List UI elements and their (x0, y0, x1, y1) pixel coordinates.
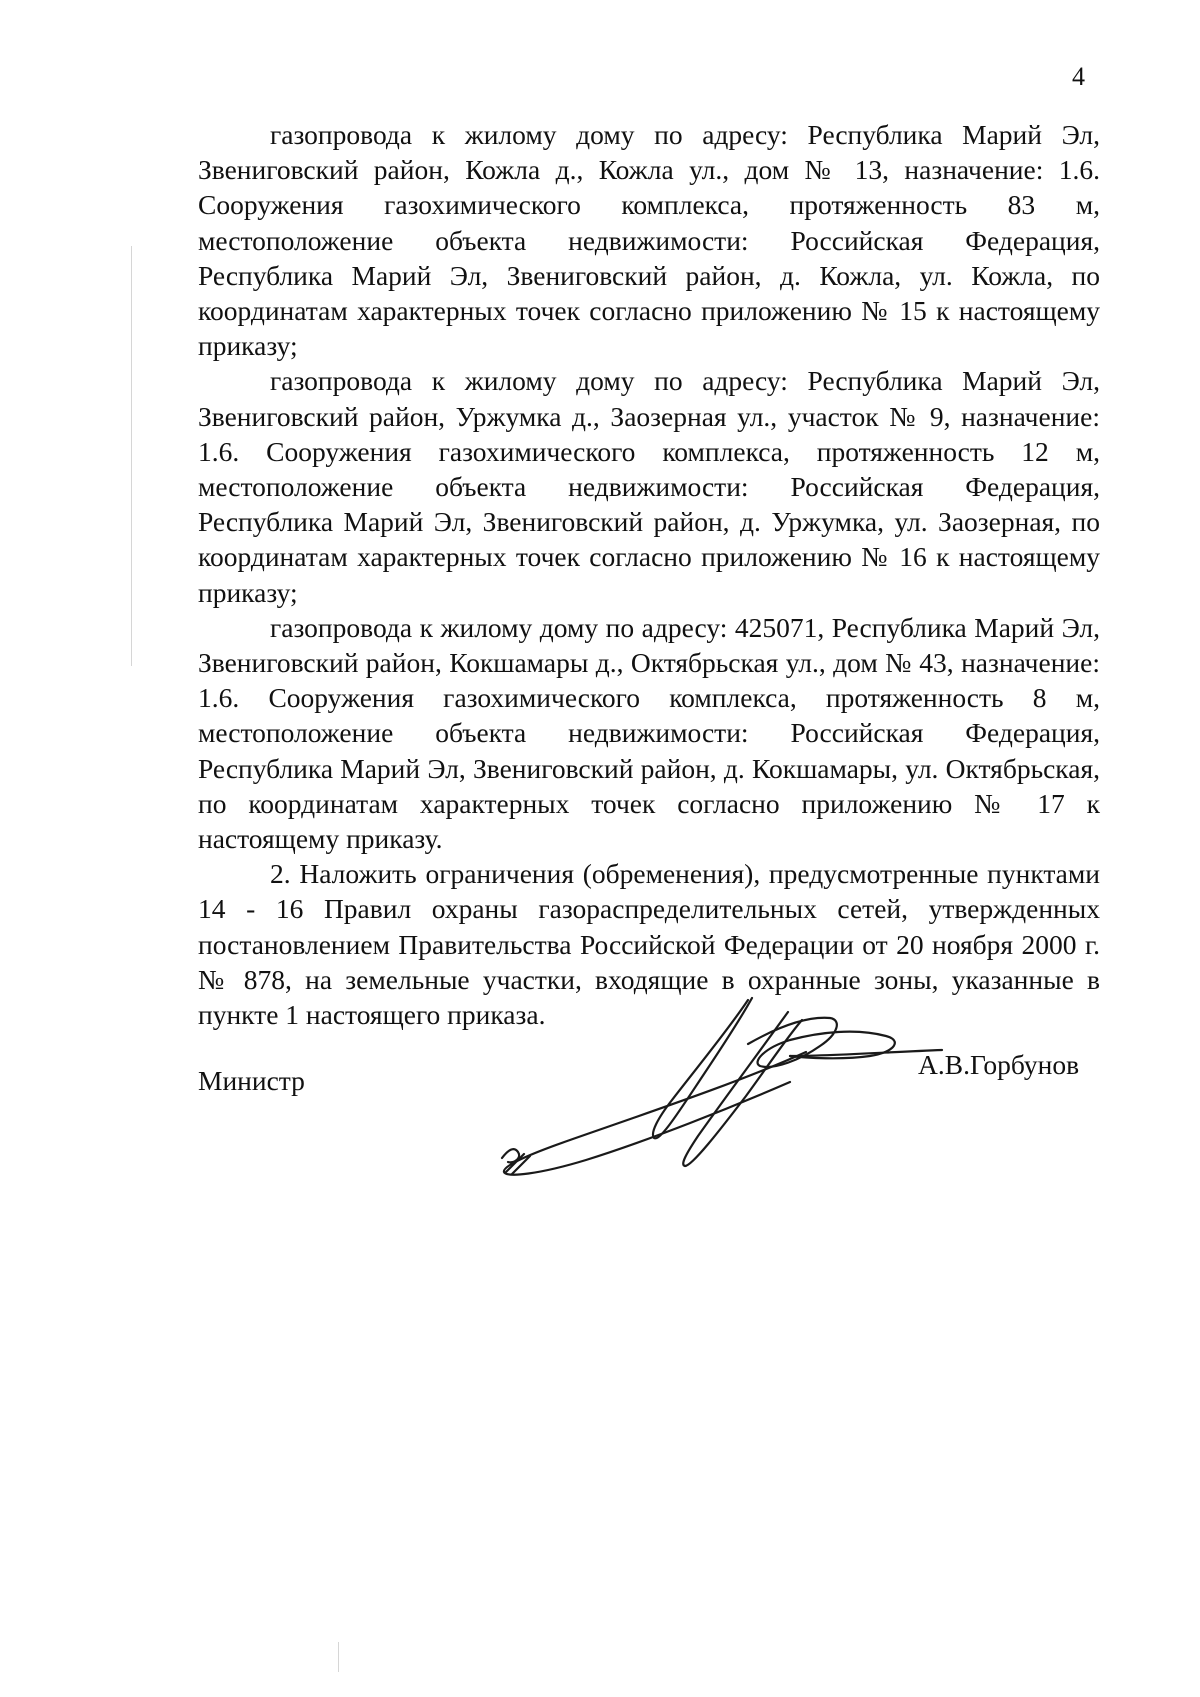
paragraph-gas-pipeline-urzhumka: газопровода к жилому дому по адресу: Республика Марий Эл, Звениговский район, Уржумка д., Заозерная ул., участок № 9, назначение: 1.6. Сооружения газохимического комплекса, протяженность 12 м, местоположение объекта недвижимости: Российская Федерация, Республика Марий Эл, Звениговский район, д. Уржумка, ул. Заозерная, по координатам характерных точек согласно приложению № 16 к настоящему приказу; (198, 365, 1100, 608)
scan-edge-mark (131, 246, 132, 666)
page-number: 4 (1072, 62, 1085, 91)
document-body (198, 117, 1100, 1032)
paragraph-impose-restrictions: 2. Наложить ограничения (обременения), предусмотренные пунктами 14 - 16 Правил охраны газораспределительных сетей, утвержденных постановлением Правительства Российской Федерации от 20 ноября 2000 г. № 878, на земельные участки, входящие в охранные зоны, указанные в пункте 1 настоящего приказа. (198, 858, 1100, 1031)
signer-position: Министр (198, 1065, 305, 1096)
paragraph-gas-pipeline-kokshamary: газопровода к жилому дому по адресу: 425071, Республика Марий Эл, Звениговский район, Кокшамары д., Октябрьская ул., дом № 43, назначение: 1.6. Сооружения газохимического комплекса, протяженность 8 м, местоположение объекта недвижимости: Российская Федерация, Республика Марий Эл, Звениговский район, д. Кокшамары, ул. Октябрьская, по координатам характерных точек согласно приложению № 17 к настоящему приказу. (198, 611, 1100, 855)
signer-name: А.В.Горбунов (918, 1049, 1080, 1080)
scan-edge-mark (338, 1642, 339, 1672)
paragraph-gas-pipeline-kozhla: газопровода к жилому дому по адресу: Республика Марий Эл, Звениговский район, Кожла д., Кожла ул., дом № 13, назначение: 1.6. Сооружения газохимического комплекса, протяженность 83 м, местоположение объекта недвижимости: Российская Федерация, Республика Марий Эл, Звениговский район, д. Кожла, ул. Кожла, по координатам характерных точек согласно приложению № 15 к настоящему приказу; (198, 119, 1100, 362)
